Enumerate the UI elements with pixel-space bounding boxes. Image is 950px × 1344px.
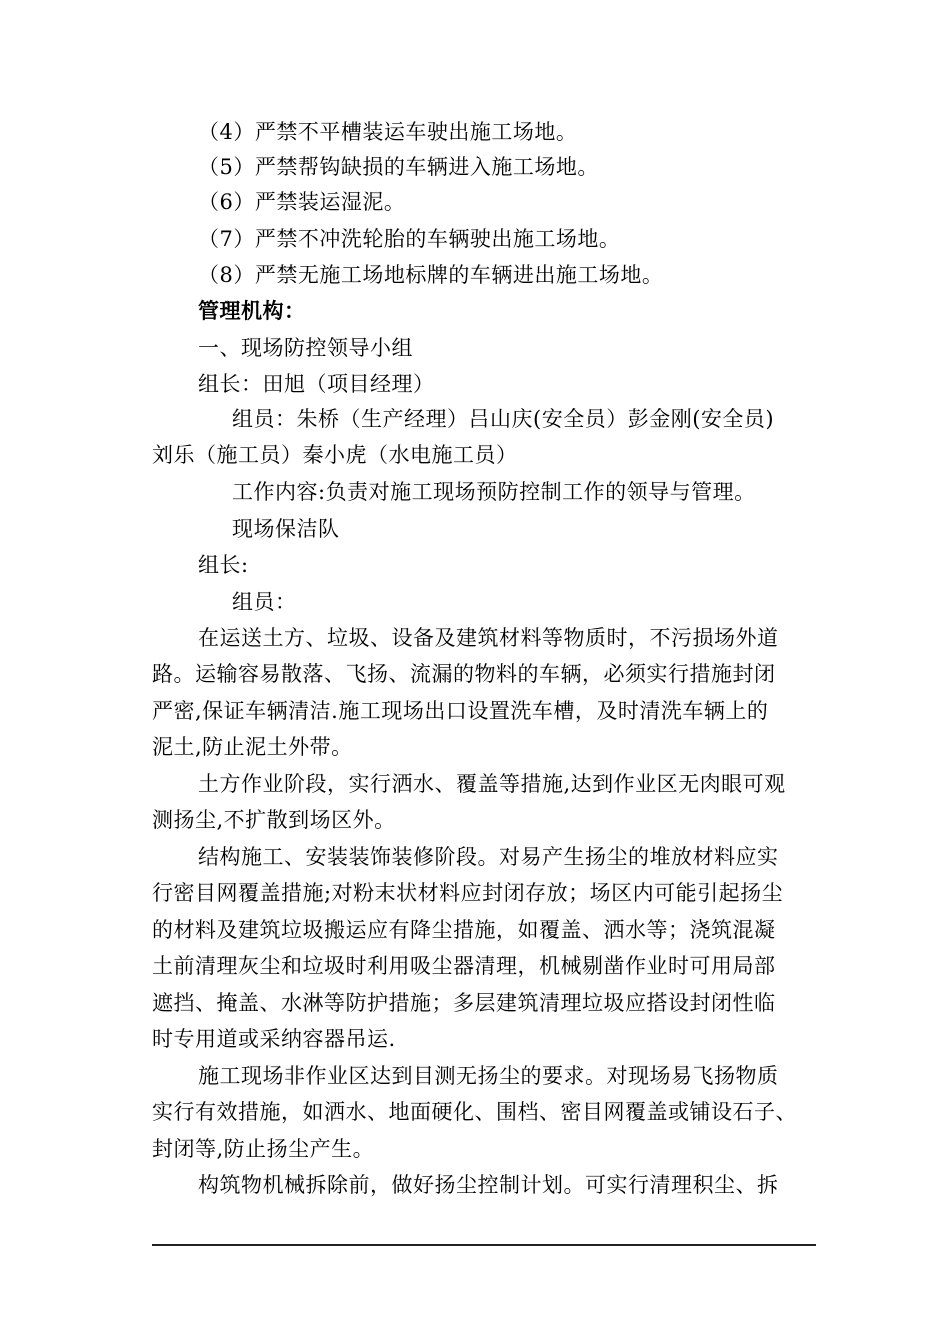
paragraph-line: 土前清理灰尘和垃圾时利用吸尘器清理，机械剔凿作业时可用局部 bbox=[152, 954, 776, 978]
paragraph-line: 的材料及建筑垃圾搬运应有降尘措施，如覆盖、洒水等；浇筑混凝 bbox=[152, 918, 776, 942]
section-title: 一、现场防控领导小组 bbox=[198, 336, 413, 360]
paragraph-line: 遮挡、掩盖、水淋等防护措施；多层建筑清理垃圾应搭设封闭性临 bbox=[152, 991, 776, 1015]
members-line: 刘乐（施工员）秦小虎（水电施工员） bbox=[152, 443, 518, 467]
team-members-line: 组员： bbox=[232, 590, 297, 614]
paragraph-line: 路。运输容易散落、飞扬、流漏的物料的车辆，必须实行措施封闭 bbox=[152, 662, 776, 686]
paragraph-line: 施工现场非作业区达到目测无扬尘的要求。对现场易飞扬物质 bbox=[198, 1064, 779, 1088]
list-item: （4）严禁不平槽装运车驶出施工场地。 bbox=[198, 120, 578, 144]
paragraph-line: 严密,保证车辆清洁.施工现场出口设置洗车槽，及时清洗车辆上的 bbox=[152, 699, 769, 723]
work-content-line: 工作内容:负责对施工现场预防控制工作的领导与管理。 bbox=[232, 480, 756, 504]
team-title: 现场保洁队 bbox=[232, 517, 340, 541]
list-item: （5）严禁帮钩缺损的车辆进入施工场地。 bbox=[198, 155, 599, 179]
paragraph-line: 封闭等,防止扬尘产生。 bbox=[152, 1137, 375, 1161]
paragraph-line: 土方作业阶段，实行洒水、覆盖等措施,达到作业区无肉眼可观 bbox=[198, 772, 786, 796]
list-item: （7）严禁不冲洗轮胎的车辆驶出施工场地。 bbox=[198, 227, 621, 251]
footer-divider bbox=[152, 1244, 816, 1246]
paragraph-line: 构筑物机械拆除前，做好扬尘控制计划。可实行清理积尘、拆 bbox=[198, 1173, 779, 1197]
list-item: （8）严禁无施工场地标牌的车辆进出施工场地。 bbox=[198, 263, 664, 287]
team-leader-line: 组长: bbox=[198, 553, 249, 577]
members-line: 组员：朱桥（生产经理）吕山庆(安全员）彭金刚(安全员) bbox=[232, 407, 775, 431]
leader-line: 组长：田旭（项目经理） bbox=[198, 372, 435, 396]
paragraph-line: 在运送土方、垃圾、设备及建筑材料等物质时，不污损场外道 bbox=[198, 626, 779, 650]
paragraph-line: 测扬尘,不扩散到场区外。 bbox=[152, 808, 396, 832]
section-heading: 管理机构： bbox=[198, 298, 306, 323]
paragraph-line: 结构施工、安装装饰装修阶段。对易产生扬尘的堆放材料应实 bbox=[198, 845, 779, 869]
paragraph-line: 时专用道或采纳容器吊运. bbox=[152, 1027, 396, 1051]
paragraph-line: 行密目网覆盖措施;对粉末状材料应封闭存放；场区内可能引起扬尘 bbox=[152, 881, 784, 905]
paragraph-line: 实行有效措施，如洒水、地面硬化、围档、密目网覆盖或铺设石子、 bbox=[152, 1100, 797, 1124]
list-item: （6）严禁装运湿泥。 bbox=[198, 190, 406, 214]
paragraph-line: 泥土,防止泥土外带。 bbox=[152, 735, 353, 759]
